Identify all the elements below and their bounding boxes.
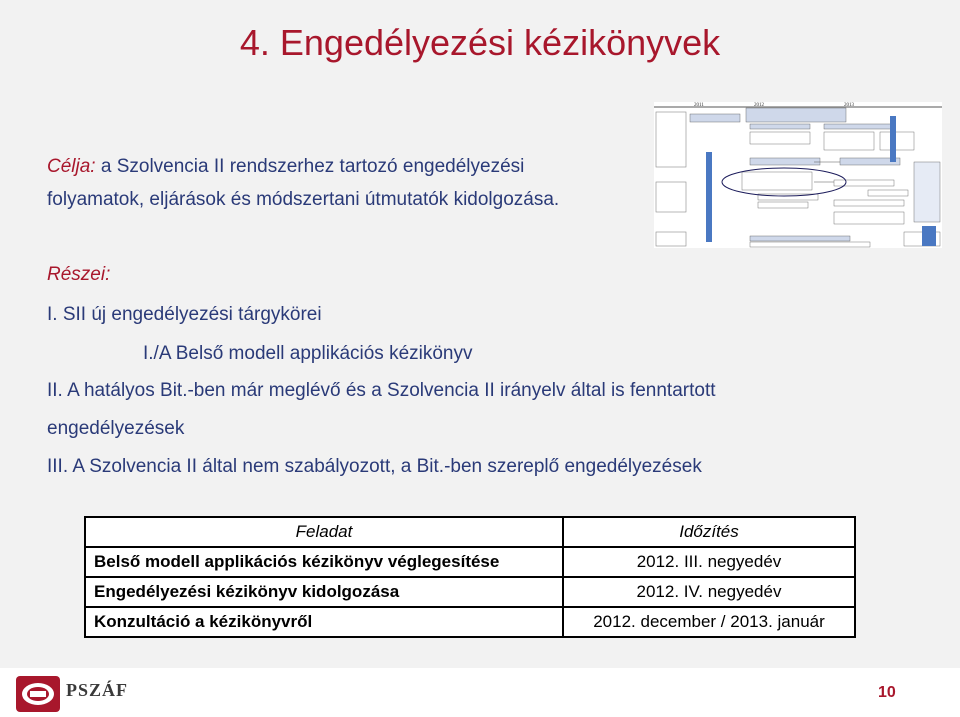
parts-item-1: I. SII új engedélyezési tárgykörei <box>47 304 322 325</box>
process-diagram-thumbnail <box>654 102 942 248</box>
schedule-table <box>84 516 856 638</box>
parts-label: Részei: <box>47 264 111 285</box>
table-row <box>85 607 855 637</box>
diagram-year-2012: 2012 <box>754 103 764 108</box>
goal-text-line1: a Szolvencia II rendszerhez tartozó engedélyezési <box>95 156 525 177</box>
page-number: 10 <box>878 684 896 701</box>
table-row <box>85 577 855 607</box>
goal-label: Célja: <box>47 156 96 177</box>
timing-cell: 2012. IV. negyedév <box>563 577 855 607</box>
slide-title: 4. Engedélyezési kézikönyvek <box>239 22 721 63</box>
task-cell: Belső modell applikációs kézikönyv véglegesítése <box>85 547 563 577</box>
goal-text-line2: folyamatok, eljárások és módszertani útmutatók kidolgozása. <box>47 189 560 210</box>
timing-cell: 2012. III. negyedév <box>563 547 855 577</box>
parts-item-3: III. A Szolvencia II által nem szabályozott, a Bit.-ben szereplő engedélyezések <box>47 456 702 477</box>
footer <box>0 668 960 717</box>
goal-paragraph <box>47 150 647 216</box>
parts-item-2: II. A hatályos Bit.-ben már meglévő és a Szolvencia II irányelv által is fenntartott <box>47 380 716 401</box>
diagram-year-2011: 2011 <box>694 103 704 108</box>
logo-text: PSZÁF <box>66 680 129 700</box>
parts-item-1a: I./A Belső modell applikációs kézikönyv <box>143 343 473 364</box>
header-task: Feladat <box>85 517 563 547</box>
parts-item-2-cont: engedélyezések <box>47 418 185 439</box>
task-cell: Engedélyezési kézikönyv kidolgozása <box>85 577 563 607</box>
process-diagram-image <box>654 102 942 248</box>
header-timing: Időzítés <box>563 517 855 547</box>
diagram-year-2013: 2013 <box>844 103 854 108</box>
table-header-row <box>85 517 855 547</box>
task-cell: Konzultáció a kézikönyvről <box>85 607 563 637</box>
timing-cell: 2012. december / 2013. január <box>563 607 855 637</box>
table-row <box>85 547 855 577</box>
pszaf-logo-icon <box>16 676 60 717</box>
